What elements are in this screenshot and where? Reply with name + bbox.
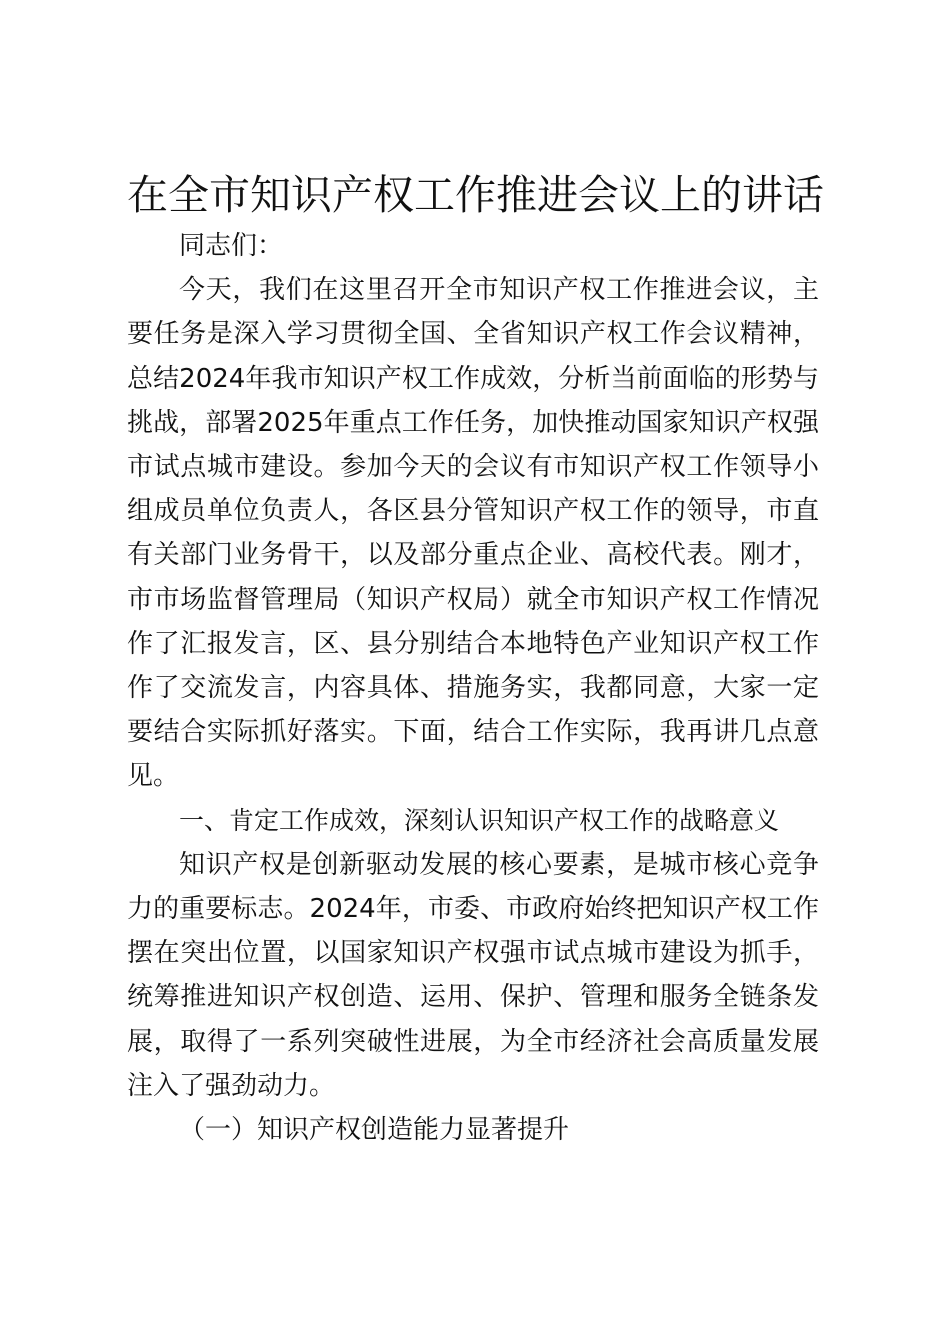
section-paragraph: 知识产权是创新驱动发展的核心要素，是城市核心竞争力的重要标志。2024年，市委、市政府始终把知识产权工作摆在突出位置，以国家知识产权强市试点城市建设为抓手，统筹推进知识产权创造、运用、保护、管理和服务全链条发展，取得了一系列突破性进展，为全市经济社会高质量发展注入了强劲动力。 bbox=[127, 849, 819, 1101]
section-heading: 一、肯定工作成效，深刻认识知识产权工作的战略意义 bbox=[179, 805, 780, 835]
salutation: 同志们： bbox=[179, 231, 284, 261]
document-title: 在全市知识产权工作推进会议上的讲话 bbox=[127, 171, 824, 219]
opening-paragraph: 今天，我们在这里召开全市知识产权工作推进会议，主要任务是深入学习贯彻全国、全省知识产权工作会议精神，总结2024年我市知识产权工作成效，分析当前面临的形势与挑战，部署2025年重点工作任务，加快推动国家知识产权强市试点城市建设。参加今天的会议有市知识产权工作领导小组成员单位负责人，各区县分管知识产权工作的领导，市直有关部门业务骨干，以及部分重点企业、高校代表。刚才，市市场监督管理局（知识产权局）就全市知识产权工作情况作了汇报发言，区、县分别结合本地特色产业知识产权工作作了交流发言，内容具体、措施务实，我都同意，大家一定要结合实际抓好落实。下面，结合工作实际，我再讲几点意见。 bbox=[127, 275, 819, 792]
document-body bbox=[127, 224, 819, 1152]
subsection-heading: （一）知识产权创造能力显著提升 bbox=[179, 1115, 570, 1146]
